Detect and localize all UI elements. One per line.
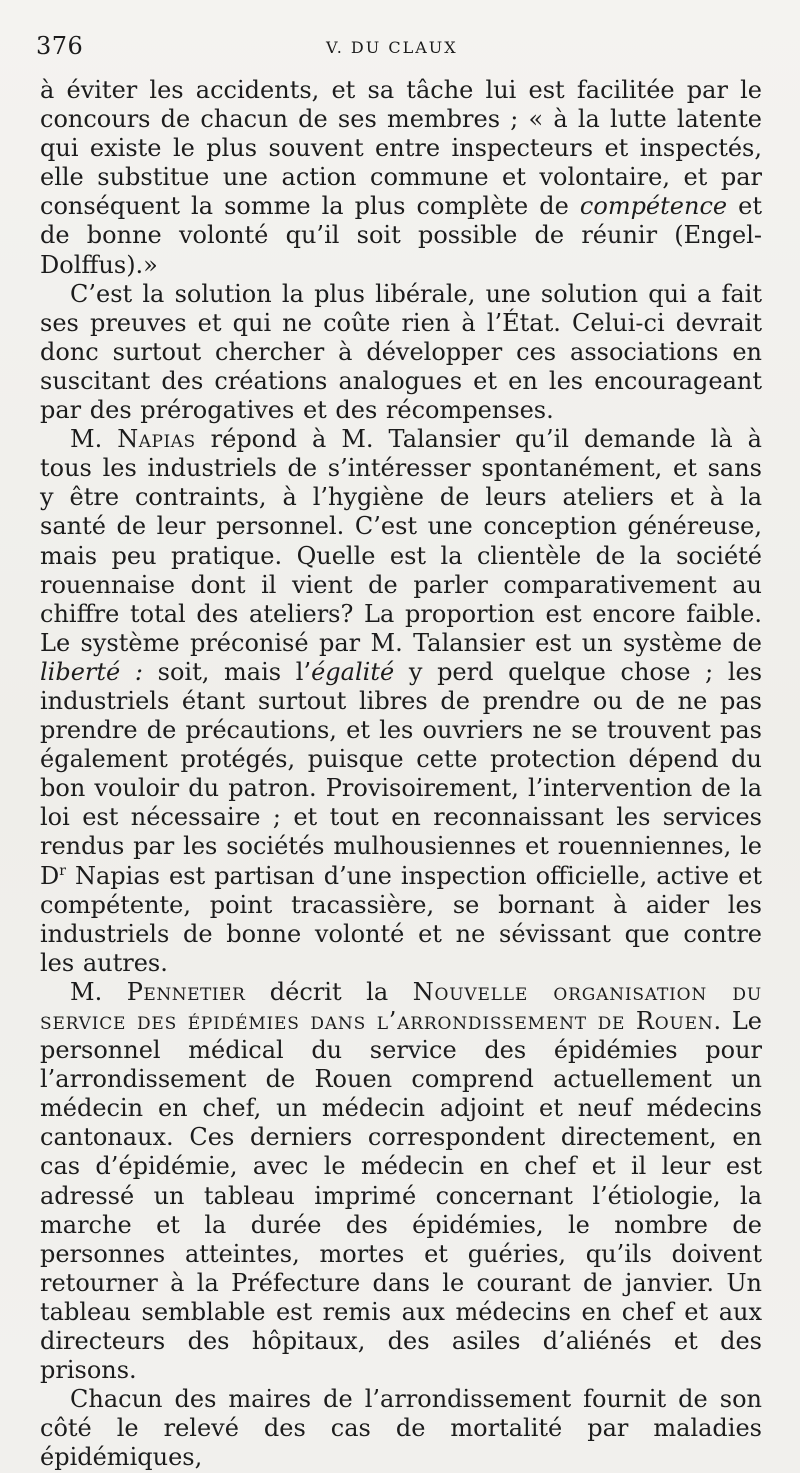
page-number: 376 [36,32,84,60]
speaker-name: Napias [117,425,196,454]
text-run: décrit la [245,977,413,1006]
paragraph-p5 [40,1385,762,1472]
text-run: à éviter les accidents, et sa tâche lui est facilitée par le concours de chacun de ses membres ; « à la lutte latente qui existe le plus souvent entre inspecteurs et inspectés, elle substitue une action commune et volontaire, et par conséquent la somme la plus complète de [40,76,762,221]
text-run: Le personnel médical du service des épidémies pour l’arrondissement de Rouen comprend actuellement un médecin en chef, un médecin adjoint et neuf médecins cantonaux. Ces derniers correspondent directement, en cas d’épidémie, avec le médecin en chef et il leur est adressé un tableau imprimé concernant l’étiologie, la marche et la durée des épidémies, le nombre de personnes atteintes, mortes et guéries, qu’ils doivent retourner à la Préfecture dans le courant de janvier. Un tableau semblable est remis aux médecins en chef et aux directeurs des hôpitaux, des asiles d’aliénés et des prisons. [40,1007,762,1385]
text-run: M. [70,425,118,454]
paragraph-p4 [40,978,762,1385]
running-head: V. DU CLAUX [326,38,458,57]
paragraph-p2 [40,280,762,425]
text-run: Napias est partisan d’une inspection officielle, active et compétente, point tracassière, se bornant à aider les industriels de bonne volonté et ne sévissant que contre les autres. [40,861,762,977]
section-heading: Nouvelle organisation du service des épidémies dans l’arrondissement de Rouen. [40,977,762,1035]
superscript: r [59,862,66,879]
text-run: C’est la solution la plus libérale, une solution qui a fait ses preuves et qui ne coûte rien à l’État. Celui-ci devrait donc surtout chercher à développer ces associations en suscitant des créations analogues et en les encourageant par des prérogatives et des récompenses. [40,279,762,425]
page-header [36,32,764,68]
text-run: soit, mais l’ [143,657,312,686]
text-run: répond à M. Talansier qu’il demande là à tous les industriels de s’intéresser spontanément, et sans y être contraints, à l’hygiène de leurs ateliers et à la santé de leur personnel. C’est une conception généreuse, mais peu pratique. Quelle est la clientèle de la société rouennaise dont il vient de parler comparativement au chiffre total des ateliers? La proportion est encore faible. Le système préconisé par M. Talansier est un système de [40,425,762,657]
paragraph-p3 [40,425,762,978]
text-run: M. [70,977,127,1006]
text-run: Chacun des maires de l’arrondissement fournit de son côté le relevé des cas de mortalité par maladies épidémiques, [40,1385,762,1472]
italic-text: compétence [579,192,728,221]
text-run: y perd quelque chose ; les industriels étant surtout libres de prendre ou de ne pas prendre de précautions, et les ouvriers ne se trouvent pas également protégés, puisque cette protection dépend du bon vouloir du patron. Provisoirement, l’intervention de la loi est nécessaire ; et tout en reconnaissant les services rendus par les sociétés mulhousiennes et rouenniennes, le D [40,657,763,890]
italic-text: égalité [311,657,395,686]
speaker-name: Pennetier [126,977,246,1006]
body-text [40,76,762,1473]
italic-text: liberté : [40,657,143,686]
text-run: et de bonne volonté qu’il soit possible de réunir (Engel-Dolffus).» [40,192,762,279]
paragraph-p1 [40,76,762,280]
